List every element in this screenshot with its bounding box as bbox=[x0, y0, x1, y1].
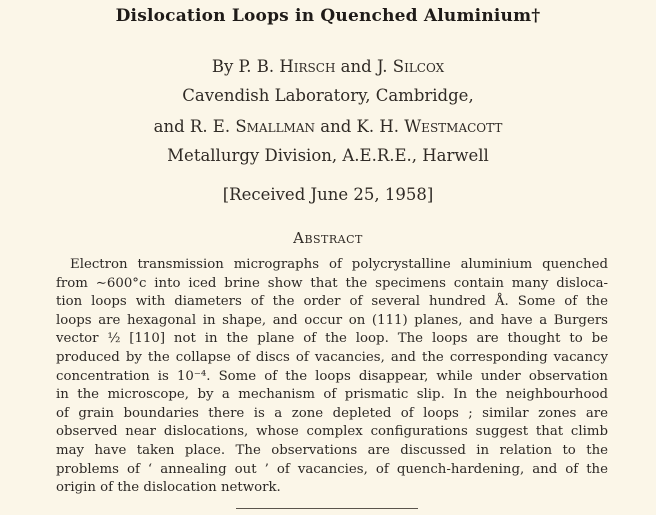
authors-line-2 bbox=[0, 117, 656, 136]
abstract-line-8: in the microscope, by a mechanism of prismatic slip. In the neighbourhood bbox=[56, 387, 608, 403]
authors-2-mid: and K. H. bbox=[315, 117, 405, 136]
abstract-line-10: observed near dislocations, whose complex configurations suggest that climb bbox=[56, 424, 608, 440]
author-silcox: Silcox bbox=[392, 57, 445, 76]
affiliation-cavendish: Cavendish Laboratory, Cambridge, bbox=[182, 86, 474, 105]
abstract-line-5: vector ½ [110] not in the plane of the loop. The loops are thought to be bbox=[56, 331, 608, 347]
abstract-line-6: produced by the collapse of discs of vacancies, and the corresponding vacancy bbox=[56, 349, 608, 365]
authors-1-prefix: By P. B. bbox=[211, 57, 280, 76]
abstract-line-7: concentration is 10⁻⁴. Some of the loops disappear, while under observation bbox=[56, 368, 608, 384]
abstract-line-2: from ∼600°c into iced brine show that the specimens contain many disloca- bbox=[56, 275, 608, 291]
abstract-line-4: loops are hexagonal in shape, and occur on (111) planes, and have a Burgers bbox=[56, 312, 608, 328]
paper-title: Dislocation Loops in Quenched Aluminium† bbox=[115, 6, 541, 26]
authors-2-prefix: and R. E. bbox=[153, 117, 236, 136]
author-hirsch: Hirsch bbox=[279, 57, 336, 76]
received-date: [Received June 25, 1958] bbox=[222, 185, 434, 204]
abstract-line-9: of grain boundaries there is a zone depleted of loops ; similar zones are bbox=[56, 405, 608, 421]
abstract-line-13: origin of the dislocation network. bbox=[56, 480, 281, 496]
abstract-heading: Abstract bbox=[293, 229, 363, 247]
abstract-body bbox=[56, 256, 608, 498]
author-smallman: Smallman bbox=[235, 117, 315, 136]
abstract-line-1: Electron transmission micrographs of polycrystalline aluminium quenched bbox=[70, 257, 608, 272]
authors-line-1 bbox=[0, 57, 656, 76]
authors-1-mid: and J. bbox=[335, 57, 393, 76]
affiliation-harwell: Metallurgy Division, A.E.R.E., Harwell bbox=[167, 146, 489, 165]
abstract-line-12: problems of ‘ annealing out ’ of vacancies, of quench-hardening, and of the bbox=[56, 461, 608, 477]
abstract-line-3: tion loops with diameters of the order of several hundred Å. Some of the bbox=[56, 294, 608, 310]
abstract-line-11: may have taken place. The observations are discussed in relation to the bbox=[56, 442, 608, 458]
footnote-rule bbox=[236, 508, 418, 509]
author-westmacott: Westmacott bbox=[404, 117, 503, 136]
